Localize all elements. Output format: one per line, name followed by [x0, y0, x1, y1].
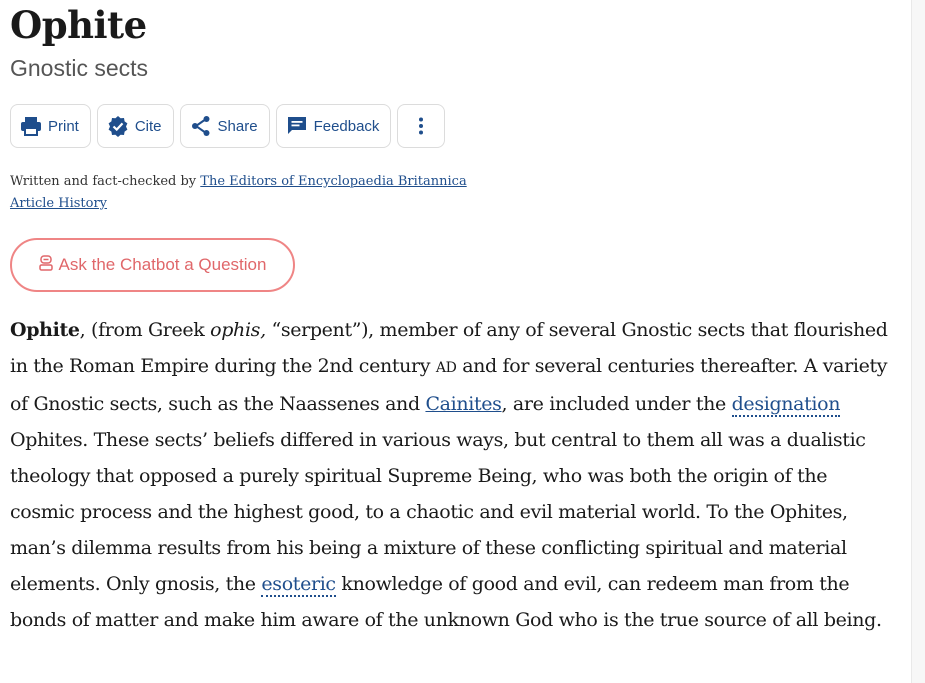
more-options-button[interactable] [397, 104, 445, 148]
byline-prefix: Written and fact-checked by [10, 174, 197, 189]
article-history-link[interactable]: Article History [10, 196, 108, 211]
body-text-segment: and for several centuries thereafter. A variety of Gnostic sects, such as the Naassenes and [10, 355, 888, 415]
chatbot-label: Ask the Chatbot a Question [58, 255, 267, 274]
chatbot-icon [39, 255, 53, 276]
article-subtitle: Gnostic sects [10, 55, 149, 81]
print-label: Print [48, 117, 79, 135]
scrollbar-gutter[interactable] [911, 0, 925, 683]
printer-icon [20, 116, 42, 136]
body-text-segment: , (from Greek [79, 319, 211, 341]
verified-badge-icon [107, 115, 129, 137]
more-vertical-icon [418, 116, 424, 136]
esoteric-definition-link[interactable]: esoteric [261, 573, 336, 595]
share-button[interactable] [180, 104, 270, 148]
feedback-icon [286, 115, 308, 137]
body-text-segment: , are included under the [501, 393, 732, 415]
body-text-segment: Ophites. These sects’ beliefs differed in various ways, but central to them all was a dualistic theology that opposed a purely spiritual Supreme Being, who was both the origin of the cosmic process and the highest good, to a chaotic and evil material world. To the Ophites, man’s dilemma results from his being a mixture of these conflicting spiritual and material elements. Only gnosis, the [10, 429, 866, 595]
feedback-label: Feedback [313, 117, 380, 135]
greek-word: ophis, [210, 319, 266, 341]
article-term: Ophite [10, 319, 80, 341]
feedback-button[interactable] [276, 104, 392, 148]
print-button[interactable] [10, 104, 91, 148]
ask-chatbot-button[interactable] [10, 238, 295, 292]
cite-label: Cite [134, 117, 162, 135]
article-title: Ophite [10, 3, 147, 47]
cite-button[interactable] [97, 104, 174, 148]
cainites-link[interactable]: Cainites [425, 393, 502, 415]
byline-authors [10, 171, 467, 193]
designation-definition-link[interactable]: designation [731, 393, 841, 415]
era-abbreviation: AD [435, 360, 457, 376]
body-text-segment: “serpent”), member of any of several Gnostic sects that flourished in the Roman Empire during the 2nd century [10, 319, 888, 377]
article-toolbar [10, 104, 445, 148]
share-label: Share [217, 117, 258, 135]
editors-link[interactable]: The Editors of Encyclopaedia Britannica [200, 174, 467, 189]
body-text-segment: knowledge of good and evil, can redeem man from the bonds of matter and make him aware of the unknown God who is the true source of all being. [10, 573, 882, 631]
byline-history [10, 193, 467, 215]
share-icon [190, 115, 212, 137]
byline [10, 171, 467, 215]
article-body-paragraph [10, 312, 895, 638]
